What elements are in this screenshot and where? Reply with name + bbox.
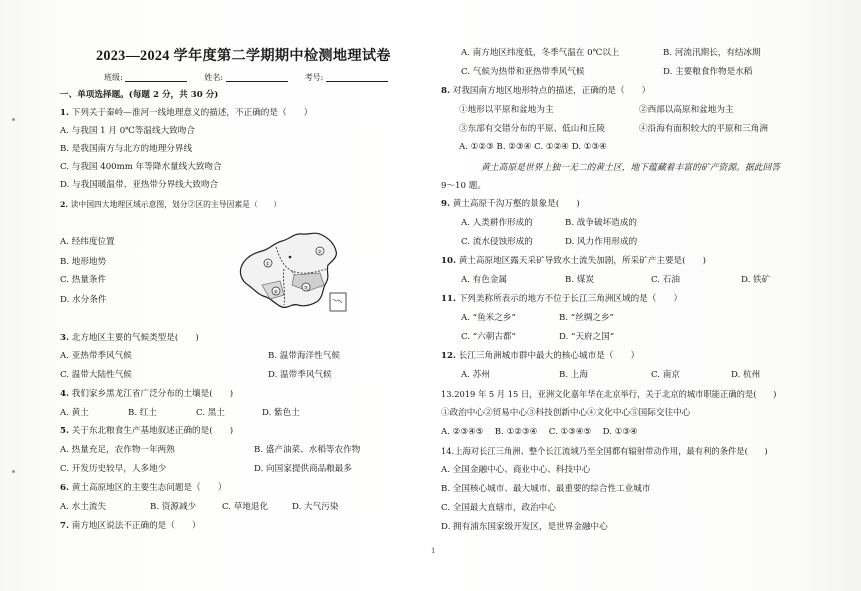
page-number: 1	[431, 547, 436, 555]
q13-items: ①政治中心②贸易中心③科技创新中心④文化中心⑤国际交往中心	[441, 408, 691, 418]
q10-option-b[interactable]: B. 煤炭	[565, 275, 594, 285]
question-13: 13.2019 年 5 月 15 日，亚洲文化嘉年华在北京举行，关于北京的城市职能正确的是( )	[441, 389, 777, 399]
q14-option-c[interactable]: C. 全国最大直辖市，政治中心	[441, 503, 556, 513]
q8-statement-3: ③东部有交错分布的平原、低山和丘陵	[459, 124, 606, 134]
q9-option-b[interactable]: B. 战争破坏造成的	[565, 218, 637, 228]
q7-option-b[interactable]: B. 河流汛期长，有结冰期	[663, 48, 761, 58]
q7-option-d[interactable]: D. 主要粮食作物是水稻	[663, 67, 753, 77]
q1-option-a[interactable]: A. 与我国 1 月 0℃等温线大致吻合	[60, 126, 195, 136]
section-heading: 一、单项选择题。(每题 2 分，共 30 分)	[60, 90, 219, 100]
question-9: 9. 黄土高原千沟万壑的景象是( )	[441, 199, 580, 209]
q1-option-b[interactable]: B. 是我国南方与北方的地理分界线	[60, 144, 193, 154]
q2-option-d[interactable]: D. 水分条件	[60, 295, 107, 305]
q12-option-d[interactable]: D. 杭州	[731, 370, 761, 380]
q10-option-d[interactable]: D. 铁矿	[741, 275, 771, 285]
q8-options[interactable]: A. ①②③ B. ②③④ C. ①②④ D. ①③④	[459, 142, 607, 152]
q14-option-d[interactable]: D. 拥有浦东国家级开发区，是世界金融中心	[441, 522, 608, 532]
q4-option-d[interactable]: D. 紫色土	[262, 408, 300, 418]
q3-option-a[interactable]: A. 亚热带季风气候	[60, 351, 132, 361]
map-label-1: ①	[265, 261, 270, 268]
passage-line-2: 9～10 题。	[441, 181, 486, 191]
q9-option-d[interactable]: D. 风力作用形成的	[565, 237, 638, 247]
question-2: 2. 读中国四大地理区域示意图，划分②区的主导因素是（ ）	[60, 200, 282, 209]
q4-option-c[interactable]: C. 黑土	[196, 408, 225, 418]
q8-statement-2: ②西部以高原和盆地为主	[639, 105, 734, 115]
question-7: 7. 南方地区说法不正确的是（ ）	[60, 521, 201, 531]
exam-title: 2023—2024 学年度第二学期期中检测地理试卷	[96, 48, 391, 64]
binder-hole	[12, 470, 15, 473]
binder-hole	[12, 118, 15, 121]
china-regions-map	[232, 229, 350, 315]
south-sea-inset	[330, 293, 346, 311]
question-8: 8. 对我国南方地区地形特点的描述，正确的是（ ）	[441, 86, 651, 96]
q4-option-a[interactable]: A. 黄土	[60, 408, 89, 418]
map-label-2: ②	[317, 249, 322, 256]
q1-option-c[interactable]: C. 与我国 400mm 年等降水量线大致吻合	[60, 162, 222, 172]
q8-statement-4: ④沿海有面积较大的平原和三角洲	[639, 124, 768, 134]
student-info-row	[104, 73, 388, 82]
q4-option-b[interactable]: B. 红土	[128, 408, 157, 418]
q2-option-c[interactable]: C. 热量条件	[60, 275, 107, 285]
q6-option-a[interactable]: A. 水土流失	[60, 502, 107, 512]
q11-option-a[interactable]: A. “鱼米之乡”	[461, 313, 516, 323]
name-label: 姓名:	[204, 73, 224, 82]
q5-option-c[interactable]: C. 开发历史较早，人多地少	[60, 464, 167, 474]
q10-option-c[interactable]: C. 石油	[651, 275, 680, 285]
q7-option-c[interactable]: C. 气候为热带和亚热带季风气候	[461, 67, 585, 77]
q3-option-b[interactable]: B. 温带海洋性气候	[268, 351, 340, 361]
question-10: 10. 黄土高原地区露天采矿导致水土流失加剧，所采矿产主要是( )	[441, 256, 707, 266]
q6-option-b[interactable]: B. 资源减少	[150, 502, 197, 512]
china-map-svg	[232, 229, 350, 315]
name-blank[interactable]	[226, 73, 288, 82]
q11-option-b[interactable]: B. “丝绸之乡”	[559, 313, 614, 323]
q5-option-b[interactable]: B. 盛产油菜、水稻等农作物	[254, 445, 361, 455]
question-3: 3. 北方地区主要的气候类型是( )	[60, 333, 199, 343]
q6-option-c[interactable]: C. 草地退化	[222, 502, 269, 512]
class-label: 班级:	[104, 73, 123, 82]
question-14: 14.上海对长江三角洲、整个长江流域乃至全国都有辐射带动作用，最有利的条件是( )	[441, 446, 768, 456]
question-12: 12. 长江三角洲城市群中最大的核心城市是（ ）	[441, 351, 640, 361]
q9-option-c[interactable]: C. 流水侵蚀形成的	[461, 237, 533, 247]
q12-option-a[interactable]: A. 苏州	[461, 370, 490, 380]
passage-line-1: 黄土高原是世界上独一无二的黄土区，地下蕴藏着丰富的矿产资源。据此回答	[481, 162, 781, 172]
question-5: 5. 关于东北粮食生产基地叙述正确的是( )	[60, 426, 234, 436]
question-4: 4. 我们家乡黑龙江省广泛分布的土壤是( )	[60, 389, 234, 399]
q3-option-c[interactable]: C. 温带大陆性气候	[60, 370, 132, 380]
q12-option-c[interactable]: C. 南京	[651, 370, 680, 380]
q3-option-d[interactable]: D. 温带季风气候	[268, 370, 332, 380]
q2-option-a[interactable]: A. 经纬度位置	[60, 237, 115, 247]
q9-option-a[interactable]: A. 人类耕作形成的	[461, 218, 533, 228]
q8-statement-1: ①地形以平原和盆地为主	[459, 105, 554, 115]
q5-option-a[interactable]: A. 热量充足，农作物一年两熟	[60, 445, 175, 455]
class-blank[interactable]	[125, 73, 187, 82]
q11-option-c[interactable]: C. “六朝古都”	[461, 332, 516, 342]
q5-option-d[interactable]: D. 向国家提供商品粮最多	[254, 464, 352, 474]
q10-option-a[interactable]: A. 有色金属	[461, 275, 508, 285]
q1-option-d[interactable]: D. 与我国暖温带、亚热带分界线大致吻合	[60, 180, 219, 190]
question-6: 6. 黄土高原地区的主要生态问题是（ ）	[60, 483, 227, 493]
q6-option-d[interactable]: D. 大气污染	[292, 502, 339, 512]
q14-option-a[interactable]: A. 全国金融中心、商业中心、科技中心	[441, 465, 591, 475]
exam-no-blank[interactable]	[326, 73, 388, 82]
q2-option-b[interactable]: B. 地形地势	[60, 257, 107, 267]
q14-option-b[interactable]: B. 全国核心城市、最大城市、最重要的综合性工业城市	[441, 484, 651, 494]
q12-option-b[interactable]: B. 上海	[559, 370, 588, 380]
q13-options[interactable]: A. ②③④⑤ B. ①②③④ C. ①③④⑤ D. ①③④	[441, 427, 638, 437]
map-label-4: ④	[273, 289, 278, 296]
question-1: 1. 下列关于秦岭—淮河一线地理意义的描述，不正确的是（ ）	[60, 108, 313, 118]
map-label-3: ③	[303, 285, 308, 292]
question-11: 11. 下列美称所表示的地方不位于长江三角洲区域的是（ ）	[441, 294, 683, 304]
q7-option-a[interactable]: A. 南方地区纬度低，冬季气温在 0℃以上	[461, 48, 620, 58]
exam-no-label: 考号:	[304, 73, 324, 82]
q11-option-d[interactable]: D. “天府之国”	[559, 332, 615, 342]
